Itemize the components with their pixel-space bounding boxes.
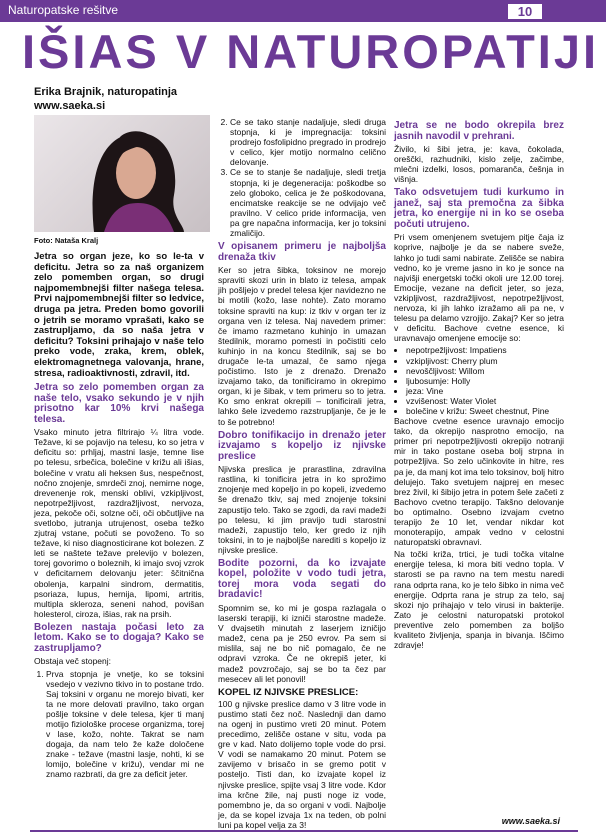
- essences-list: [394, 345, 564, 416]
- paragraph-8: Pri vsem omenjenem svetujem pitje čaja iz koprive, najbolje je da se nabere sveže, lahko jo tudi sami nabirate. Zelišče se nabira vedno, ko je vreme jasno in ko je sonce na najvišji energetski točki okoli ure 12.00 torej. Emocije, vezane na deficit jeter, so jeza, vzkipljivost, razdražljivost, nepotrpežljivost, nervoza, ki jih lahko izražamo ali pa ne, v telesu pa delamo vzrojijo. Zakaj? Ker so jetra v deficitu. Bachove cvetne esence, ki uravnavajo omenjene emocije so:: [394, 232, 564, 344]
- subheading-1: Jetra so zelo pomemben organ za naše telo, vsako sekundo je v njih prisotno kar 10% krvi našega telesa.: [34, 382, 204, 425]
- list-item: • vzkipljivost: Cherry plum: [406, 356, 564, 366]
- list-item: • nepotrpežljivost: Impatiens: [406, 345, 564, 355]
- subheading-2: Bolezen nastaja počasi leto za letom. Kako se to dogaja? Kako se zastrupljamo?: [34, 621, 204, 654]
- column-2: [218, 117, 386, 832]
- list-item: 1. Prva stopnja je vnetje, ko se toksini vsedejo v vezivno tkivo in to postane trdo. Saj toksini v organu ne morejo bivati, ker ta ne more delovati pravilno, tako organ pošlje toksine v dele telesa, kjer ti manj motijo fiziološke procese organizma, torej v lase, kožo, nohte. Takrat se nam dogaja, da nam telo že kaže določene znake - težave (mastni lasje, nohti, ki se lomijo, bolečine v križu), vendar mi ne znamo razbrati, da gre za deficit jeter.: [46, 669, 204, 780]
- paragraph-3: Ker so jetra šibka, toksinov ne morejo spraviti skozi urin in blato iz telesa, ampak jih pošljejo v predel telesa kjer navidezno ne bi motili (kožo, lase nohte). Zato moramo toksine spraviti na kup: iz tkiv v organ ter iz organa ven iz telesa. Naj navedem primer: če imamo razmetano kuhinjo in umazan štedilnik, moramo pomesti in počistiti celo kuhinjo in na koncu štedilnik, saj se bo drugače le-ta umazal, če samo njega počistimo. Isto je z drenažo. Drenažo izvajamo tako, da tonificiramo in okrepimo organ, ki je šibak, v tem primeru so to jetra. Ko smo enkrat okrepili – tonificirali jetra, lahko šele izvedemo razstrupljanje, če je le to še potrebno!: [218, 265, 386, 427]
- list-item: • nevoščljivost: Willom: [406, 366, 564, 376]
- author-photo: [34, 115, 210, 232]
- paragraph-10: Na točki križa, trtici, je tudi točka vitalne energije telesa, ki mora biti vedno topla. V starosti se pa ravno na tem mestu naredi rana odprta rana, ko je telo šibko in nima več energije. Odprta rana je strup za telo, saj skozi njo prihajajo v telo virusi in bakterije. Zato je celostni naturopatski protokol preventive zelo pomemben za boljšo kvaliteto življenja, spanja in bivanja. Iščimo zdravje!: [394, 549, 564, 651]
- recipe-heading: KOPEL IZ NJIVSKE PRESLICE:: [218, 686, 359, 698]
- stages-list-continued: [218, 117, 386, 238]
- stages-list: [34, 669, 204, 780]
- footer-website[interactable]: www.saeka.si: [501, 816, 560, 826]
- page-number: 10: [508, 4, 542, 19]
- list-item: 2. Ce se tako stanje nadaljuje, sledi druga stopnja, ki je impregnacija: toksini prodrejo fosfolipidno pregrado in prodrejo v celico, kjer motijo normalno celično delovanje.: [230, 117, 386, 167]
- section-label: Naturopatske rešitve: [8, 3, 119, 17]
- subheading-4: Dobro tonifikacijo in drenažo jeter izvajamo s kopeljo iz njivske preslice: [218, 429, 386, 462]
- list-item: • bolečine v križu: Sweet chestnut, Pine: [406, 406, 564, 416]
- photo-caption: Foto: Nataša Kralj: [34, 236, 99, 245]
- subheading-3: V opisanem primeru je najboljša drenaža tkiv: [218, 241, 386, 263]
- paragraph-7: Živilo, ki šibi jetra, je: kava, čokolada, oreščki, razhudniki, kislo zelje, začimbe, mlečni izdelki, losos, pomaranča, češnja in višnja.: [394, 144, 564, 185]
- list-item: • ljubosumje: Holly: [406, 376, 564, 386]
- column-1: [34, 252, 204, 780]
- paragraph-9: Bachove cvetne esence uravnajo emocijo tako, da okrepijo nasprotno emocijo, na primer pri nepotrpežljivosti okrepijo notranji mir in tako postane oseba bolj strpna in potrpežljiva. So zelo učinkovite in hitre, res pa je, da manj kot ima telo toksinov, bolj hitro delujejo. Tako svetujem najprej en mesec brez živil, ki šibijo jetra in potem šele začeti z Bachovo cvetno terapijo. Takšno delovanje bo optimalno. Osebno izvajam cvetno terapijo že 10 let, vendar nikdar kot monoterapijo, ampak vedno v celostni naturopatski obravnavi.: [394, 416, 564, 548]
- paragraph-4: Njivska preslica je prarastlina, zdravilna rastlina, ki tonificira jetra in ko sprožimo znojenje med kopeljo in po kopeli, izvedemo še drenažo tkiv, saj med znojenje toksini zapustijo telo. Tako se zgodi, da ravi madeži po telesu, ki jim pravijo tudi starostni madeži, zapustijo telo, ker gredo iz njih toksini, in to je najboljše narediti s kopeljo iz njivske preslice.: [218, 464, 386, 555]
- paragraph-1: Vsako minuto jetra filtrirajo ¼ litra vode. Težave, ki se pojavijo na telesu, ko so jetra v deficitu so: prhljaj, mastni lasje, temne lise po telesu, srbečica, bolečine v križu ali išias, bolečine v vratu ali heksen šus, nespečnost, nočno znojenje, smrdeči znoj, nemirne noge, drevenenje rok, menski oblivi, vzkipljivost, nepotrpežljivost, razdražljivost, nervoza, jeza, pekoče oči, solzne oči, oči občutljive na svetlobo, jutranja utrujenost, oseba težko zjutraj vstane, počuti se povoženo. To so težave, ki niso diagnosticirane kot bolezen. Z leti se naštete težave prelevijo v bolezen, torej govorimo o boleznih, ki imajo svoj vzrok v deficitarnem delovanju jeter: ščitnična obolenja, karpalni sindrom, dermatitis, psoriaza, lupus, hernija, lipomi, artritis, multipla skleroza, seneni nahod, povišan holesterol, ciroza, išias, rak na prsih.: [34, 427, 204, 619]
- lead-paragraph: Jetra so organ jeze, ko so le-ta v deficitu. Jetra so za naš organizem zelo pomemben organ, so drugi najpomembnejši filter našega telesa. Prvi najpomembnejši filter so ledvice, druga pa jetra. Preden bomo govorili o jetrih se moramo vprašati, kako se zastrupljamo, da so naša jetra v deficitu? Toksini prihajajo v naše telo preko vode, zraka, krem, oblek, elektromagnetnega valovanja, hrane, stresa, radioaktivnosti, zdravil, itd.: [34, 251, 205, 379]
- article-author: Erika Brajnik, naturopatinja: [34, 86, 178, 98]
- subheading-8: Tako odsvetujem tudi kurkumo in janež, saj sta premočna za šibka jetra, ko energije ni in ko se oseba počuti utrujeno.: [394, 187, 564, 230]
- header-bar: [0, 0, 606, 22]
- list-item: • vzvišenost: Water Violet: [406, 396, 564, 406]
- column-3: [394, 117, 564, 652]
- subheading-5: Bodite pozorni, da ko izvajate kopel, položite v vodo tudi jetra, torej mora voda segati do bradavic!: [218, 557, 386, 601]
- paragraph-5: Spomnim se, ko mi je gospa razlagala o laserski terapiji, ki izniči starostne madeže. V dvajsetih minutah z laserjem izničijo madež, cena pa je 250 evrov. Pa sem si mislila, saj ne bo nič pomagalo, če ne odpravi vzroka. Če ne okrepiš jeter, ki madež povzročajo, saj se bo ta čez par mesecev ali let ponovil!: [218, 602, 386, 684]
- list-item: • jeza: Vine: [406, 386, 564, 396]
- subheading-7: Jetra se ne bodo okrepila brez jasnih navodil v prehrani.: [394, 120, 564, 142]
- author-website[interactable]: www.saeka.si: [34, 100, 106, 112]
- footer-rule: [30, 830, 578, 832]
- paragraph-2: Obstaja več stopenj:: [34, 656, 112, 667]
- article-title: IŠIAS V NATUROPATIJI: [22, 25, 600, 78]
- list-item: 3. Ce se to stanje še nadaljuje, sledi tretja stopnja, ki je degeneracija: poškodbe so zelo globoko, celica je že poškodovana, encimatske reakcije se ne odvijajo več pravilno. V celico pride informacija, ven pa gre napačna informacija, ker jo toksini zmaličijo.: [230, 167, 386, 238]
- recipe-paragraph: 100 g njivske preslice damo v 3 litre vode in pustimo stati čez noč. Naslednji dan damo na ogenj in pustimo vreti 20 minut. Potem precedimo, zelišče ostane v situ, voda pa gre v kad. Nato dolijemo tople vode do prsi. V vodi se namakamo 20 minut. Potem se zavijemo v brisačo in se gremo potit v posteljo. Tisti dan, ko izvajate kopel iz njivske preslice, spijte vsaj 3 litre vode. Kdor ima krčne žile, naj pusti noge iz vode, pomembno je, da so organi v vodi. Najbolje je, da se kopel izvaja 1x na teden, ob polni luni pa kopel velja za 3!: [218, 698, 386, 830]
